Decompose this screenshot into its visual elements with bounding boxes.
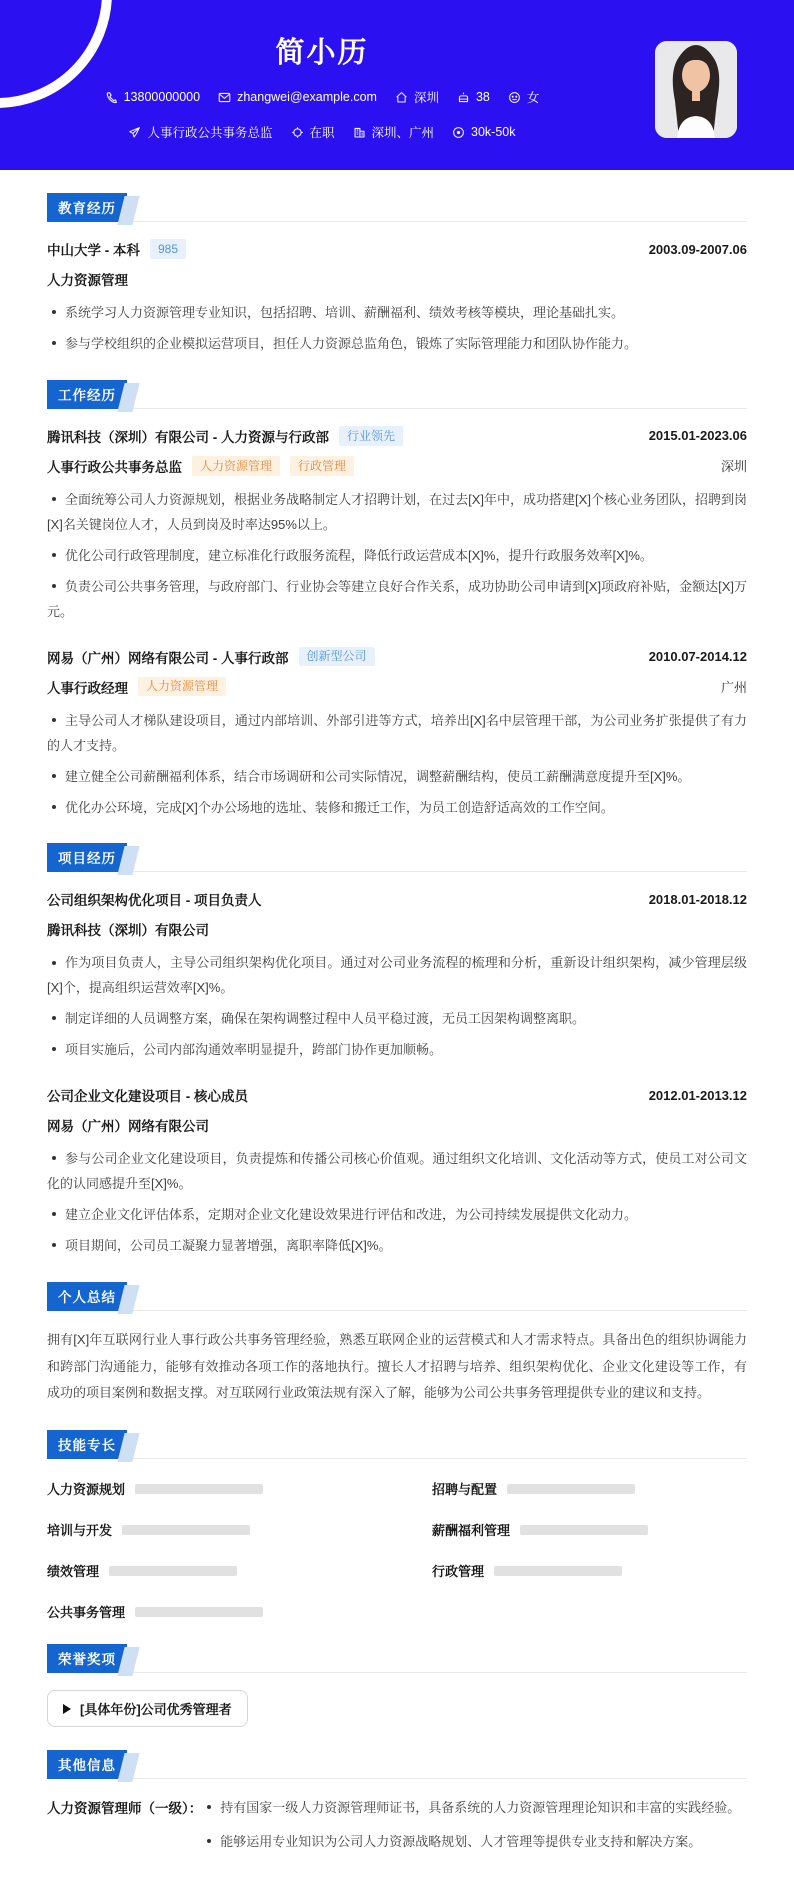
resume-title: 简小历 xyxy=(275,37,369,69)
skill-item xyxy=(47,1479,362,1498)
mail-icon xyxy=(218,91,231,104)
work-bullet: 全面统筹公司人力资源规划，根据业务战略制定人才招聘计划，在过去[X]年中，成功搭建[X]个核心业务团队，招聘到岗[X]名关键岗位人才，人员到岗及时率达95%以上。 xyxy=(47,491,747,532)
job-intention-value: 人事行政公共事务总监 xyxy=(147,126,273,140)
job-location: 广州 xyxy=(720,680,747,696)
phone-value: 13800000000 xyxy=(123,90,201,104)
summary-text: 拥有[X]年互联网行业人事行政公共事务管理经验，熟悉互联网企业的运营模式和人才需求特点。具备出色的组织协调能力和跨部门沟通能力，能够有效推动各项工作的落地执行。擅长人才招聘与培养、组织架构优化、企业文化建设等工作，有成功的项目案例和数据支撑。对互联网行业政策法规有深入了解，能够为公司公共事务管理提供专业的建议和支持。 xyxy=(47,1332,747,1401)
certificate-bullet: 能够运用专业知识为公司人力资源战略规划、人才管理等提供专业支持和解决方案。 xyxy=(202,1830,747,1855)
avatar xyxy=(655,41,737,138)
company-name: 腾讯科技（深圳）有限公司 - 人力资源与行政部 xyxy=(47,429,329,445)
section-honors xyxy=(47,1648,747,1727)
skill-label: 公共事务管理 xyxy=(47,1605,126,1621)
skill-bar xyxy=(135,1607,263,1617)
bullet-dot-icon xyxy=(52,774,56,778)
project-company: 腾讯科技（深圳）有限公司 xyxy=(47,923,209,939)
honors-tag: 荣誉奖项 xyxy=(47,1644,127,1673)
work-bullet: 建立健全公司薪酬福利体系，结合市场调研和公司实际情况，调整薪酬结构，使员工薪酬满意度提升至[X]%。 xyxy=(47,765,747,790)
skill-label: 绩效管理 xyxy=(47,1564,100,1580)
company-name: 网易（广州）网络有限公司 - 人事行政部 xyxy=(47,650,289,666)
summary-tag: 个人总结 xyxy=(47,1282,127,1311)
section-work xyxy=(47,384,747,821)
bullet-dot-icon xyxy=(52,497,56,501)
bullet-dot-icon xyxy=(52,1016,56,1020)
job-title: 人事行政公共事务总监 xyxy=(47,459,182,475)
education-date: 2003.09-2007.06 xyxy=(648,241,747,257)
project-bullet: 制定详细的人员调整方案，确保在架构调整过程中人员平稳过渡，无员工因架构调整离职。 xyxy=(47,1007,747,1032)
bullet-dot-icon xyxy=(52,1243,56,1247)
skill-bar xyxy=(520,1525,648,1535)
paper-plane-icon xyxy=(128,126,141,139)
target-icon xyxy=(452,126,465,139)
job-skill-badge: 行政管理 xyxy=(290,456,354,475)
skill-label: 薪酬福利管理 xyxy=(432,1523,511,1539)
skill-bar xyxy=(494,1566,622,1576)
education-header xyxy=(47,197,747,222)
work-entry xyxy=(47,647,747,821)
other-tag: 其他信息 xyxy=(47,1750,127,1779)
honor-label: [具体年份]公司优秀管理者 xyxy=(80,1702,232,1718)
school-badge: 985 xyxy=(150,239,186,258)
project-name: 公司组织架构优化项目 - 项目负责人 xyxy=(47,893,262,909)
job-status-value: 在职 xyxy=(309,126,335,140)
target-cities-item xyxy=(353,123,435,141)
skill-item xyxy=(47,1520,362,1539)
bullet-dot-icon xyxy=(52,310,56,314)
bullet-dot-icon xyxy=(52,1047,56,1051)
skill-item xyxy=(47,1602,362,1621)
job-skill-badge: 人力资源管理 xyxy=(192,456,280,475)
projects-tag: 项目经历 xyxy=(47,843,127,872)
gender-icon xyxy=(508,91,521,104)
project-bullet: 项目实施后，公司内部沟通效率明显提升，跨部门协作更加顺畅。 xyxy=(47,1038,747,1063)
certificate-entry xyxy=(47,1796,747,1864)
skill-bar xyxy=(109,1566,237,1576)
project-bullet: 作为项目负责人，主导公司组织架构优化项目。通过对公司业务流程的梳理和分析，重新设计组织架构，减少管理层级[X]个，提高组织运营效率[X]%。 xyxy=(47,955,747,996)
major-name: 人力资源管理 xyxy=(47,273,128,288)
project-entry xyxy=(47,1085,747,1259)
company-badge: 创新型公司 xyxy=(299,647,375,666)
gender-value: 女 xyxy=(526,91,540,105)
bullet-dot-icon xyxy=(52,718,56,722)
skill-label: 人力资源规划 xyxy=(47,1482,126,1498)
target-cities-value: 深圳、广州 xyxy=(371,126,435,140)
contact-row-1 xyxy=(105,88,540,106)
job-status-item xyxy=(291,123,335,141)
bullet-dot-icon xyxy=(52,805,56,809)
work-date: 2015.01-2023.06 xyxy=(648,428,747,444)
work-tag: 工作经历 xyxy=(47,380,127,409)
bullet-dot-icon xyxy=(52,584,56,588)
project-bullet: 建立企业文化评估体系，定期对企业文化建设效果进行评估和改进，为公司持续发展提供文化动力。 xyxy=(47,1203,747,1228)
section-skills xyxy=(47,1434,747,1621)
project-bullet: 参与公司企业文化建设项目，负责提炼和传播公司核心价值观。通过组织文化培训、文化活动等方式，使员工对公司文化的认同感提升至[X]%。 xyxy=(47,1151,747,1192)
work-date: 2010.07-2014.12 xyxy=(648,649,747,665)
contact-row-2 xyxy=(128,123,515,141)
education-entry xyxy=(47,239,747,357)
certificate-label: 人力资源管理师（一级）： xyxy=(47,1801,203,1817)
city-value: 深圳 xyxy=(413,91,439,105)
job-location: 深圳 xyxy=(720,459,747,475)
city-item xyxy=(395,88,439,106)
play-triangle-icon xyxy=(63,1704,71,1714)
job-intention-item xyxy=(128,123,272,141)
home-icon xyxy=(395,91,408,104)
work-bullet: 负责公司公共事务管理，与政府部门、行业协会等建立良好合作关系，成功协助公司申请到[X]项政府补贴，金额达[X]万元。 xyxy=(47,578,747,619)
project-date: 2018.01-2018.12 xyxy=(648,891,747,907)
project-name: 公司企业文化建设项目 - 核心成员 xyxy=(47,1089,248,1105)
education-bullet: 参与学校组织的企业模拟运营项目，担任人力资源总监角色，锻炼了实际管理能力和团队协作能力。 xyxy=(47,332,747,357)
phone-icon xyxy=(105,91,118,104)
bullet-dot-icon xyxy=(207,1839,211,1843)
job-skill-badge: 人力资源管理 xyxy=(138,677,226,696)
work-header xyxy=(47,384,747,409)
skill-item xyxy=(432,1520,747,1539)
skill-label: 培训与开发 xyxy=(47,1523,113,1539)
skill-bar xyxy=(507,1484,635,1494)
summary-header xyxy=(47,1286,747,1311)
bullet-dot-icon xyxy=(52,553,56,557)
bullet-dot-icon xyxy=(52,961,56,965)
school-name: 中山大学 - 本科 xyxy=(47,243,140,258)
phone-item xyxy=(105,90,200,104)
job-title: 人事行政经理 xyxy=(47,680,128,696)
skills-header xyxy=(47,1434,747,1459)
bullet-dot-icon xyxy=(52,1156,56,1160)
company-badge: 行业领先 xyxy=(339,426,403,445)
skill-bar xyxy=(135,1484,263,1494)
skill-label: 行政管理 xyxy=(432,1564,485,1580)
project-company: 网易（广州）网络有限公司 xyxy=(47,1119,209,1135)
age-value: 38 xyxy=(475,90,490,104)
education-bullet: 系统学习人力资源管理专业知识，包括招聘、培训、薪酬福利、绩效考核等模块，理论基础扎实。 xyxy=(47,301,747,326)
building-icon xyxy=(353,126,366,139)
other-header xyxy=(47,1754,747,1779)
certificate-bullet: 持有国家一级人力资源管理师证书，具备系统的人力资源管理理论知识和丰富的实践经验。 xyxy=(202,1796,747,1821)
section-summary xyxy=(47,1286,747,1407)
skill-item xyxy=(432,1479,747,1498)
project-entry xyxy=(47,889,747,1063)
project-date: 2012.01-2013.12 xyxy=(648,1087,747,1103)
bullet-dot-icon xyxy=(52,341,56,345)
work-bullet: 优化办公环境，完成[X]个办公场地的选址、装修和搬迁工作，为员工创造舒适高效的工作空间。 xyxy=(47,796,747,821)
salary-value: 30k-50k xyxy=(471,125,516,139)
email-item xyxy=(218,90,377,104)
section-other xyxy=(47,1754,747,1864)
bullet-dot-icon xyxy=(207,1805,211,1809)
work-bullet: 优化公司行政管理制度，建立标准化行政服务流程，降低行政运营成本[X]%，提升行政服务效率[X]%。 xyxy=(47,544,747,569)
gender-item xyxy=(508,88,540,106)
skill-bar xyxy=(122,1525,250,1535)
age-icon xyxy=(457,91,470,104)
honor-item[interactable] xyxy=(47,1690,248,1727)
skill-item xyxy=(47,1561,362,1580)
bullet-dot-icon xyxy=(52,1212,56,1216)
salary-item xyxy=(452,125,515,139)
projects-header xyxy=(47,847,747,872)
skill-label: 招聘与配置 xyxy=(432,1482,498,1498)
skills-tag: 技能专长 xyxy=(47,1430,127,1459)
age-item xyxy=(457,90,490,104)
education-tag: 教育经历 xyxy=(47,193,127,222)
section-projects xyxy=(47,847,747,1259)
resume-header xyxy=(0,0,794,170)
section-education xyxy=(47,197,747,357)
work-entry xyxy=(47,426,747,625)
email-value: zhangwei@example.com xyxy=(237,90,377,104)
status-icon xyxy=(291,126,304,139)
skill-item xyxy=(432,1561,747,1580)
work-bullet: 主导公司人才梯队建设项目，通过内部培训、外部引进等方式，培养出[X]名中层管理干部，为公司业务扩张提供了有力的人才支持。 xyxy=(47,712,747,753)
project-bullet: 项目期间，公司员工凝聚力显著增强，离职率降低[X]%。 xyxy=(47,1234,747,1259)
